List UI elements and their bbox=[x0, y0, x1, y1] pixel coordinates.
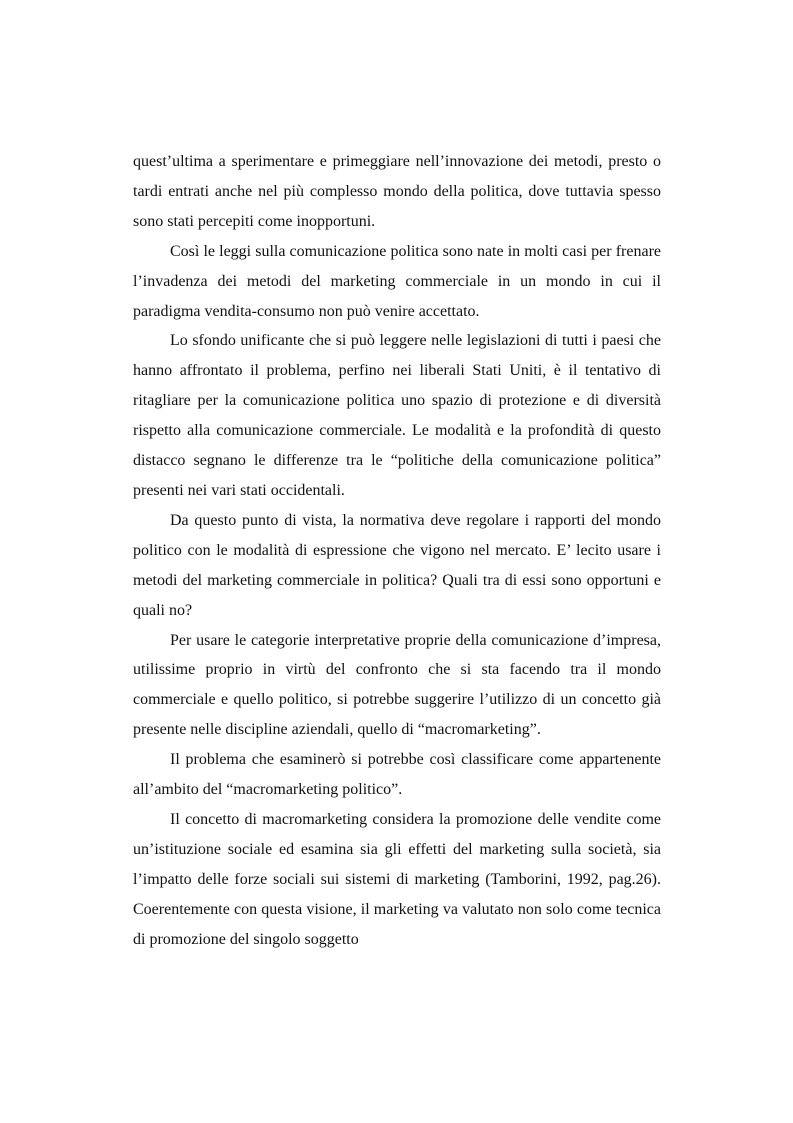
paragraph-1: quest’ultima a sperimentare e primeggiare nell’innovazione dei metodi, presto o tardi entrati anche nel più complesso mondo della politica, dove tuttavia spesso sono stati percepiti come inopportuni. bbox=[133, 153, 661, 230]
paragraph-4: Da questo punto di vista, la normativa deve regolare i rapporti del mondo politico con le modalità di espressione che vigono nel mercato. E’ lecito usare i metodi del marketing commerciale in politica? Quali tra di essi sono opportuni e quali no? bbox=[133, 511, 661, 619]
paragraph-5: Per usare le categorie interpretative proprie della comunicazione d’impresa, utilissime proprio in virtù del confronto che si sta facendo tra il mondo commerciale e quello politico, si potrebbe suggerire l’utilizzo di un concetto già presente nelle discipline aziendali, quello di “macromarketing”. bbox=[133, 631, 661, 739]
paragraph-7: Il concetto di macromarketing considera la promozione delle vendite come un’istituzione sociale ed esamina sia gli effetti del marketing sulla società, sia l’impatto delle forze sociali sui sistemi di marketing (Tamborini, 1992, pag.26). Coerentemente con questa visione, il marketing va valutato non solo come tecnica di promozione del singolo soggetto bbox=[133, 810, 661, 948]
paragraph-2: Così le leggi sulla comunicazione politica sono nate in molti casi per frenare l’invadenza dei metodi del marketing commerciale in un mondo in cui il paradigma vendita-consumo non può venire accettato. bbox=[133, 242, 661, 320]
paragraph-3: Lo sfondo unificante che si può leggere nelle legislazioni di tutti i paesi che hanno affrontato il problema, perfino nei liberali Stati Uniti, è il tentativo di ritagliare per la comunicazione politica uno spazio di protezione e di diversità rispetto alla comunicazione commerciale. Le modalità e la profondità di questo distacco segnano le differenze tra le “politiche della comunicazione politica” presenti nei vari stati occidentali. bbox=[133, 332, 661, 499]
body-text bbox=[133, 147, 661, 954]
paragraph-6: Il problema che esaminerò si potrebbe così classificare come appartenente all’ambito del “macromarketing politico”. bbox=[133, 751, 661, 799]
